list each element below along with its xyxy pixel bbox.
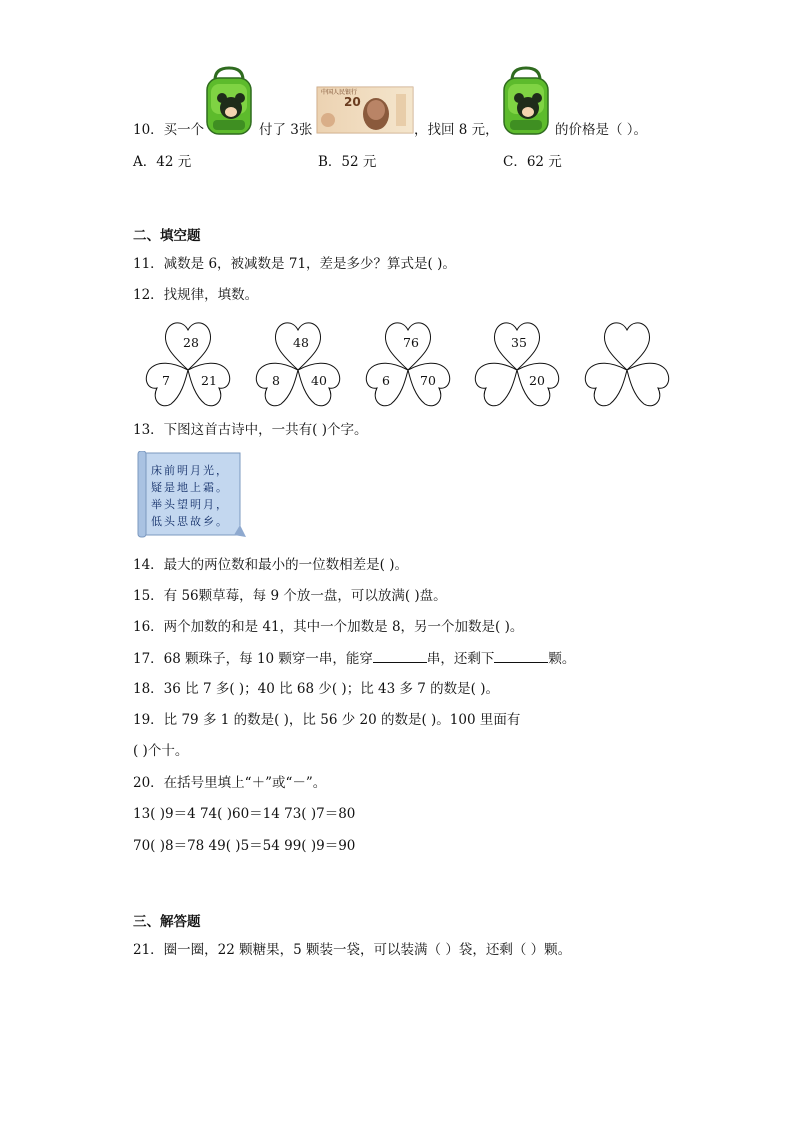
q17-blank-2[interactable] — [494, 649, 548, 663]
poem-line-4: 低头思故乡。 — [151, 515, 229, 528]
clover1-right: 21 — [201, 373, 217, 388]
q17-part-a: 17．68 颗珠子，每 10 颗穿一串，能穿 — [133, 651, 373, 667]
q10-post: ，找回 8 元， — [414, 122, 499, 138]
poem-line-2: 疑是地上霜。 — [151, 481, 229, 494]
question-20-row-1: 13( )9＝4 74( )60＝14 73( )7＝80 — [133, 806, 356, 822]
clover2-top: 48 — [293, 335, 309, 350]
question-21: 21．圈一圈，22 颗糖果，5 颗装一袋，可以装满（ ）袋，还剩（ ）颗。 — [133, 942, 572, 958]
clover-diagram — [143, 318, 683, 413]
question-18: 18．36 比 7 多( )；40 比 68 少( )；比 43 多 7 的数是( )。 — [133, 681, 499, 697]
question-12: 12．找规律，填数。 — [133, 287, 259, 303]
clover3-right: 70 — [420, 373, 436, 388]
question-15: 15．有 56颗草莓，每 9 个放一盘，可以放满( )盘。 — [133, 588, 447, 604]
q17-part-c: 颗。 — [548, 651, 576, 667]
backpack-icon — [201, 66, 257, 138]
question-13: 13．下图这首古诗中，一共有( )个字。 — [133, 422, 368, 438]
q17-blank-1[interactable] — [373, 649, 427, 663]
clover3-left: 6 — [382, 373, 390, 388]
clover4-top: 35 — [511, 335, 527, 350]
question-14: 14．最大的两位数和最小的一位数相差是( )。 — [133, 557, 409, 573]
clover2-right: 40 — [311, 373, 327, 388]
question-17 — [133, 649, 575, 668]
poem-text — [151, 462, 229, 530]
q10-pre: 10．买一个 — [133, 122, 205, 138]
clover3-top: 76 — [403, 335, 419, 350]
section-heading-fill-blank: 二、填空题 — [133, 228, 201, 244]
option-b: B．52 元 — [318, 154, 377, 170]
clover1-left: 7 — [162, 373, 170, 388]
question-19-b: ( )个十。 — [133, 743, 189, 759]
question-20-row-2: 70( )8＝78 49( )5＝54 99( )9＝90 — [133, 838, 356, 854]
question-20: 20．在括号里填上“＋”或“－”。 — [133, 775, 327, 791]
poem-line-3: 举头望明月， — [151, 498, 229, 511]
q17-part-b: 串，还剩下 — [426, 651, 495, 667]
question-11: 11．减数是 6，被减数是 71，差是多少？算式是( )。 — [133, 256, 456, 272]
option-a: A．42 元 — [133, 154, 192, 170]
backpack-icon — [498, 66, 554, 138]
clover4-right: 20 — [529, 373, 545, 388]
question-19-a: 19．比 79 多 1 的数是( )，比 56 少 20 的数是( )。100 里面有 — [133, 712, 521, 728]
section-heading-answer: 三、解答题 — [133, 914, 201, 930]
option-c: C．62 元 — [503, 154, 562, 170]
banknote-value: 20 — [344, 95, 361, 109]
clover1-top: 28 — [183, 335, 199, 350]
q10-end: 的价格是（ ）。 — [555, 122, 648, 138]
poem-line-1: 床前明月光， — [151, 464, 229, 477]
clover2-left: 8 — [272, 373, 280, 388]
banknote-header: 中国人民银行 — [321, 89, 358, 96]
q10-mid: 付了 3张 — [259, 122, 313, 138]
question-16: 16．两个加数的和是 41，其中一个加数是 8，另一个加数是( )。 — [133, 619, 524, 635]
